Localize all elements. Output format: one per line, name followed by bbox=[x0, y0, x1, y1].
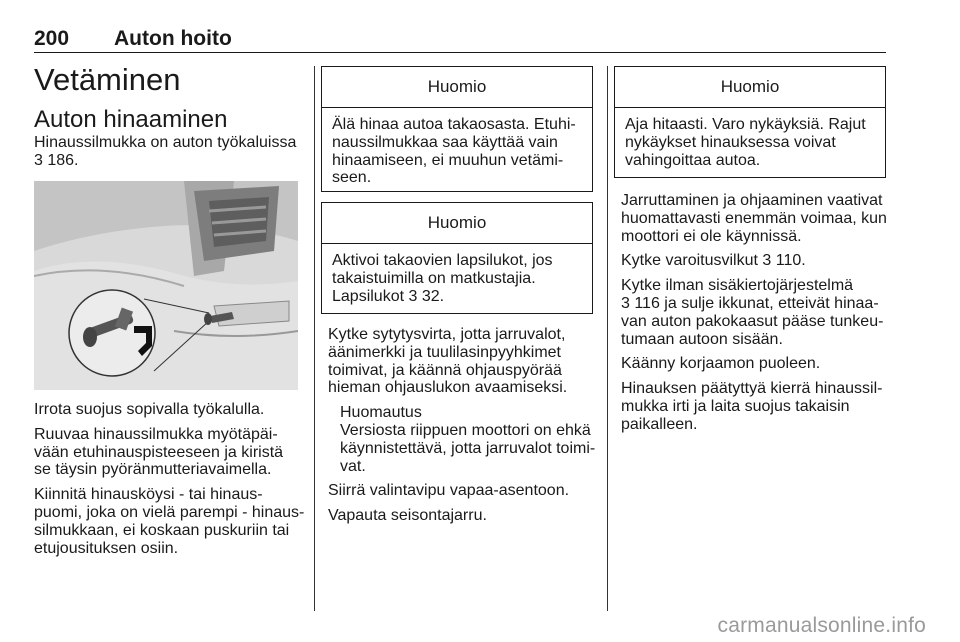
column2-body bbox=[328, 326, 596, 532]
paragraph: Kiinnitä hinausköysi - tai hinaus- puomi, joka on vielä parempi - hinaus- silmukkaan, ei koskaan puskuriin tai etujousituksen osiin. bbox=[34, 486, 305, 557]
intro-text bbox=[34, 134, 304, 170]
note-block: Huomautus Versiosta riippuen moottori on ehkä käynnistettävä, jotta jarruvalot toimi- vat. bbox=[340, 404, 596, 475]
paragraph: Kytke varoitusvilkut 3 110. bbox=[621, 252, 806, 270]
column1-body bbox=[34, 401, 309, 564]
paragraph: Jarruttaminen ja ohjaaminen vaativat huomattavasti enemmän voimaa, kun moottori ei ole käynnissä. bbox=[621, 192, 887, 245]
notice-body: Aja hitaasti. Varo nykäyksiä. Rajut nykäykset hinauksessa voivat vahingoittaa autoa. bbox=[625, 116, 866, 169]
intro-line: Hinaussilmukka on auton työkaluissa bbox=[34, 134, 297, 151]
paragraph: Irrota suojus sopivalla työkalulla. bbox=[34, 401, 265, 418]
paragraph: Kytke ilman sisäkiertojärjestelmä 3 116 ja sulje ikkunat, etteivät hinaa- van auton pakokaasut pääse tunkeu- tumaan autoon sisään. bbox=[621, 277, 884, 348]
paragraph: Kytke sytytysvirta, jotta jarruvalot, äänimerkki ja tuulilasinpyyhkimet toimivat, ja käännä ohjauspyörää hieman ohjauslukon avaamiseksi. bbox=[328, 326, 568, 397]
notice-body: Älä hinaa autoa takaosasta. Etuhi- naussilmukkaa saa käyttää vain hinaamiseen, ei muuhun vetämi- seen. bbox=[332, 116, 576, 187]
chapter-title: Auton hoito bbox=[114, 27, 232, 50]
notice-title: Huomio bbox=[322, 203, 592, 244]
column3-body bbox=[621, 192, 893, 441]
intro-line: 3 186. bbox=[34, 151, 79, 169]
page-number: 200 bbox=[34, 27, 70, 50]
note-title: Huomautus bbox=[340, 404, 422, 422]
notice-title: Huomio bbox=[322, 67, 592, 108]
column-divider-2 bbox=[607, 66, 608, 611]
watermark: carmanualsonline.info bbox=[717, 614, 926, 637]
notice-body: Aktivoi takaovien lapsilukot, jos takaistuimilla on matkustajia. Lapsilukot 3 32. bbox=[332, 252, 553, 305]
paragraph: Siirrä valintavipu vapaa-asentoon. bbox=[328, 482, 570, 500]
paragraph: Vapauta seisontajarru. bbox=[328, 507, 487, 525]
notice-box-3 bbox=[614, 66, 886, 178]
paragraph: Käänny korjaamon puoleen. bbox=[621, 355, 821, 373]
subsection-heading: Auton hinaaminen bbox=[34, 106, 228, 133]
towing-eye-illustration bbox=[34, 181, 298, 390]
notice-box-1 bbox=[321, 66, 593, 192]
section-heading: Vetäminen bbox=[34, 62, 181, 97]
paragraph: Ruuvaa hinaussilmukka myötäpäi- vään etuhinauspisteeseen ja kiristä se täysin pyöränmutteriavaimella. bbox=[34, 425, 284, 479]
notice-title: Huomio bbox=[615, 67, 885, 108]
car-front-drawing bbox=[34, 181, 298, 390]
column-divider-1 bbox=[314, 66, 315, 611]
page-header bbox=[34, 26, 886, 53]
notice-box-2 bbox=[321, 202, 593, 314]
paragraph: Hinauksen päätyttyä kierrä hinaussil- mukka irti ja laita suojus takaisin paikalleen. bbox=[621, 380, 883, 433]
